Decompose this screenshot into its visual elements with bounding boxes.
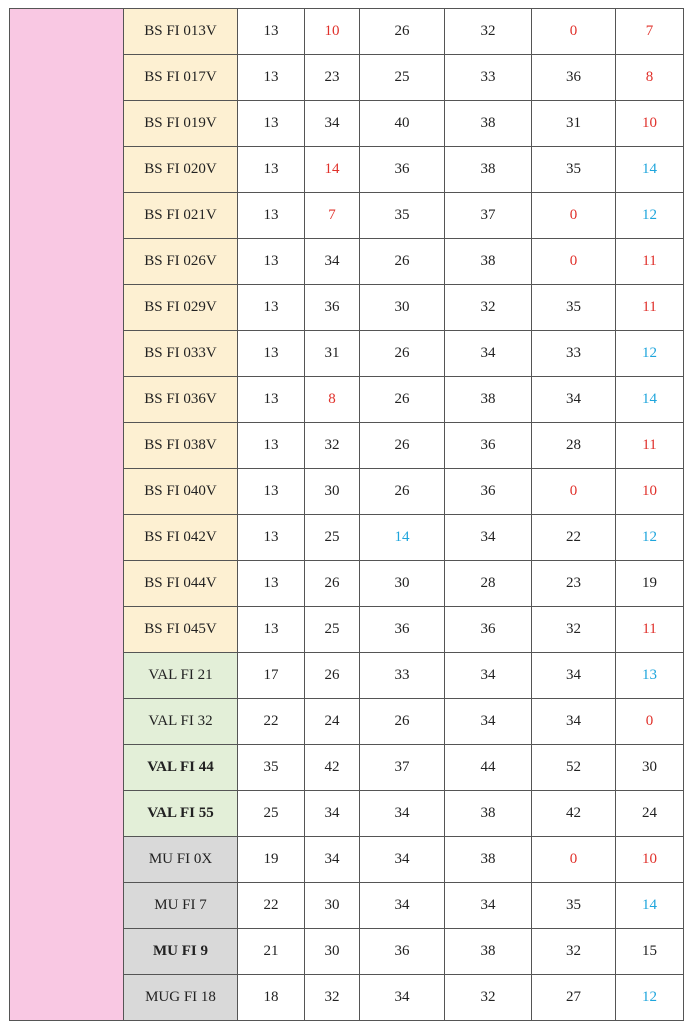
value-cell: 10 bbox=[616, 101, 684, 147]
value-cell: 32 bbox=[445, 9, 532, 55]
value-cell: 26 bbox=[360, 699, 445, 745]
value-cell: 38 bbox=[445, 239, 532, 285]
value-cell: 11 bbox=[616, 285, 684, 331]
value-cell: 22 bbox=[238, 699, 305, 745]
row-name-cell: BS FI 042V bbox=[124, 515, 238, 561]
value-cell: 7 bbox=[305, 193, 360, 239]
value-cell: 32 bbox=[532, 607, 616, 653]
value-cell: 13 bbox=[238, 515, 305, 561]
value-cell: 36 bbox=[360, 929, 445, 975]
value-cell: 34 bbox=[360, 975, 445, 1021]
value-cell: 0 bbox=[532, 239, 616, 285]
value-cell: 13 bbox=[238, 561, 305, 607]
value-cell: 23 bbox=[305, 55, 360, 101]
value-cell: 12 bbox=[616, 515, 684, 561]
value-cell: 35 bbox=[532, 147, 616, 193]
value-cell: 12 bbox=[616, 975, 684, 1021]
value-cell: 14 bbox=[360, 515, 445, 561]
value-cell: 13 bbox=[238, 239, 305, 285]
value-cell: 30 bbox=[360, 285, 445, 331]
value-cell: 18 bbox=[238, 975, 305, 1021]
row-name-cell: BS FI 019V bbox=[124, 101, 238, 147]
row-name-cell: BS FI 038V bbox=[124, 423, 238, 469]
value-cell: 38 bbox=[445, 377, 532, 423]
value-cell: 13 bbox=[238, 377, 305, 423]
value-cell: 30 bbox=[305, 883, 360, 929]
value-cell: 30 bbox=[616, 745, 684, 791]
value-cell: 0 bbox=[616, 699, 684, 745]
value-cell: 38 bbox=[445, 929, 532, 975]
value-cell: 10 bbox=[616, 837, 684, 883]
row-name-cell: BS FI 020V bbox=[124, 147, 238, 193]
value-cell: 13 bbox=[238, 469, 305, 515]
value-cell: 33 bbox=[445, 55, 532, 101]
value-cell: 37 bbox=[360, 745, 445, 791]
value-cell: 26 bbox=[360, 239, 445, 285]
row-name-cell: BS FI 040V bbox=[124, 469, 238, 515]
value-cell: 13 bbox=[238, 285, 305, 331]
value-cell: 30 bbox=[305, 469, 360, 515]
value-cell: 13 bbox=[238, 193, 305, 239]
row-name-cell: BS FI 017V bbox=[124, 55, 238, 101]
value-cell: 28 bbox=[532, 423, 616, 469]
value-cell: 13 bbox=[616, 653, 684, 699]
value-cell: 11 bbox=[616, 607, 684, 653]
value-cell: 34 bbox=[445, 515, 532, 561]
value-cell: 28 bbox=[445, 561, 532, 607]
value-cell: 34 bbox=[532, 653, 616, 699]
value-cell: 0 bbox=[532, 837, 616, 883]
value-cell: 26 bbox=[305, 653, 360, 699]
value-cell: 15 bbox=[616, 929, 684, 975]
value-cell: 34 bbox=[445, 883, 532, 929]
row-name-cell: BS FI 033V bbox=[124, 331, 238, 377]
value-cell: 14 bbox=[616, 883, 684, 929]
value-cell: 11 bbox=[616, 423, 684, 469]
value-cell: 34 bbox=[305, 101, 360, 147]
value-cell: 52 bbox=[532, 745, 616, 791]
value-cell: 13 bbox=[238, 423, 305, 469]
value-cell: 34 bbox=[532, 377, 616, 423]
value-cell: 34 bbox=[360, 837, 445, 883]
value-cell: 23 bbox=[532, 561, 616, 607]
value-cell: 38 bbox=[445, 101, 532, 147]
value-cell: 22 bbox=[238, 883, 305, 929]
value-cell: 10 bbox=[616, 469, 684, 515]
value-cell: 34 bbox=[305, 239, 360, 285]
row-name-cell: MU FI 7 bbox=[124, 883, 238, 929]
value-cell: 8 bbox=[305, 377, 360, 423]
row-name-cell: MU FI 9 bbox=[124, 929, 238, 975]
value-cell: 17 bbox=[238, 653, 305, 699]
value-cell: 32 bbox=[445, 285, 532, 331]
value-cell: 26 bbox=[360, 331, 445, 377]
value-cell: 14 bbox=[616, 147, 684, 193]
value-cell: 37 bbox=[445, 193, 532, 239]
side-category-cell bbox=[10, 9, 124, 1021]
row-name-cell: BS FI 045V bbox=[124, 607, 238, 653]
row-name-cell: VAL FI 32 bbox=[124, 699, 238, 745]
value-cell: 35 bbox=[532, 285, 616, 331]
value-cell: 30 bbox=[360, 561, 445, 607]
value-cell: 19 bbox=[238, 837, 305, 883]
value-cell: 22 bbox=[532, 515, 616, 561]
value-cell: 38 bbox=[445, 791, 532, 837]
value-cell: 42 bbox=[305, 745, 360, 791]
value-cell: 19 bbox=[616, 561, 684, 607]
value-cell: 36 bbox=[445, 423, 532, 469]
value-cell: 26 bbox=[360, 423, 445, 469]
value-cell: 36 bbox=[445, 607, 532, 653]
value-cell: 35 bbox=[360, 193, 445, 239]
value-cell: 34 bbox=[445, 699, 532, 745]
value-cell: 13 bbox=[238, 147, 305, 193]
table-body bbox=[10, 9, 684, 1021]
value-cell: 34 bbox=[445, 653, 532, 699]
value-cell: 34 bbox=[360, 883, 445, 929]
value-cell: 33 bbox=[360, 653, 445, 699]
value-cell: 33 bbox=[532, 331, 616, 377]
value-cell: 38 bbox=[445, 147, 532, 193]
table-row bbox=[10, 9, 684, 55]
value-cell: 11 bbox=[616, 239, 684, 285]
value-cell: 13 bbox=[238, 607, 305, 653]
value-cell: 26 bbox=[305, 561, 360, 607]
value-cell: 0 bbox=[532, 193, 616, 239]
row-name-cell: BS FI 029V bbox=[124, 285, 238, 331]
row-name-cell: BS FI 013V bbox=[124, 9, 238, 55]
value-cell: 31 bbox=[305, 331, 360, 377]
value-cell: 42 bbox=[532, 791, 616, 837]
value-cell: 0 bbox=[532, 469, 616, 515]
value-cell: 34 bbox=[532, 699, 616, 745]
value-cell: 34 bbox=[445, 331, 532, 377]
value-cell: 35 bbox=[238, 745, 305, 791]
value-cell: 25 bbox=[238, 791, 305, 837]
value-cell: 7 bbox=[616, 9, 684, 55]
value-cell: 26 bbox=[360, 9, 445, 55]
value-cell: 36 bbox=[360, 147, 445, 193]
row-name-cell: BS FI 036V bbox=[124, 377, 238, 423]
value-cell: 36 bbox=[532, 55, 616, 101]
value-cell: 34 bbox=[360, 791, 445, 837]
value-cell: 36 bbox=[445, 469, 532, 515]
value-cell: 32 bbox=[532, 929, 616, 975]
row-name-cell: BS FI 021V bbox=[124, 193, 238, 239]
value-cell: 34 bbox=[305, 791, 360, 837]
value-cell: 21 bbox=[238, 929, 305, 975]
value-cell: 44 bbox=[445, 745, 532, 791]
value-cell: 25 bbox=[360, 55, 445, 101]
value-cell: 0 bbox=[532, 9, 616, 55]
row-name-cell: MUG FI 18 bbox=[124, 975, 238, 1021]
value-cell: 36 bbox=[360, 607, 445, 653]
value-cell: 26 bbox=[360, 377, 445, 423]
value-cell: 14 bbox=[616, 377, 684, 423]
row-name-cell: BS FI 026V bbox=[124, 239, 238, 285]
row-name-cell: MU FI 0X bbox=[124, 837, 238, 883]
value-cell: 25 bbox=[305, 607, 360, 653]
value-cell: 12 bbox=[616, 331, 684, 377]
value-cell: 32 bbox=[305, 423, 360, 469]
value-cell: 36 bbox=[305, 285, 360, 331]
results-table bbox=[9, 8, 684, 1021]
row-name-cell: VAL FI 21 bbox=[124, 653, 238, 699]
value-cell: 13 bbox=[238, 101, 305, 147]
row-name-cell: VAL FI 55 bbox=[124, 791, 238, 837]
value-cell: 26 bbox=[360, 469, 445, 515]
value-cell: 27 bbox=[532, 975, 616, 1021]
value-cell: 24 bbox=[616, 791, 684, 837]
value-cell: 34 bbox=[305, 837, 360, 883]
value-cell: 38 bbox=[445, 837, 532, 883]
value-cell: 13 bbox=[238, 9, 305, 55]
value-cell: 32 bbox=[445, 975, 532, 1021]
value-cell: 25 bbox=[305, 515, 360, 561]
value-cell: 10 bbox=[305, 9, 360, 55]
value-cell: 31 bbox=[532, 101, 616, 147]
value-cell: 35 bbox=[532, 883, 616, 929]
value-cell: 12 bbox=[616, 193, 684, 239]
value-cell: 30 bbox=[305, 929, 360, 975]
value-cell: 14 bbox=[305, 147, 360, 193]
value-cell: 32 bbox=[305, 975, 360, 1021]
value-cell: 8 bbox=[616, 55, 684, 101]
table-container bbox=[9, 8, 684, 1021]
value-cell: 40 bbox=[360, 101, 445, 147]
value-cell: 24 bbox=[305, 699, 360, 745]
row-name-cell: VAL FI 44 bbox=[124, 745, 238, 791]
value-cell: 13 bbox=[238, 331, 305, 377]
row-name-cell: BS FI 044V bbox=[124, 561, 238, 607]
value-cell: 13 bbox=[238, 55, 305, 101]
